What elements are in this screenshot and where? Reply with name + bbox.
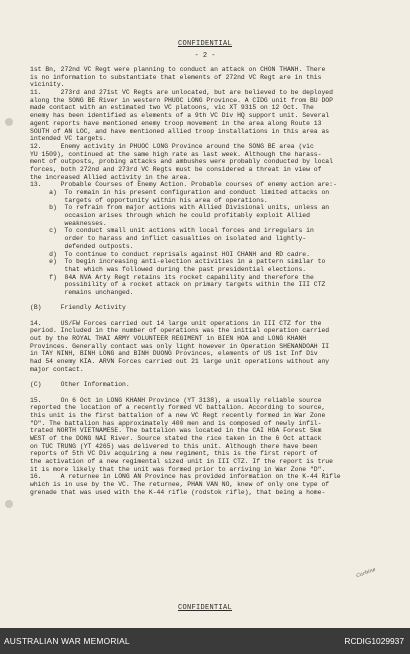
text-line: it is more likely that the unit was formed prior to arriving in War Zone "D".: [30, 465, 326, 473]
text-line: trated NORTH VIETNAMESE. The battalion was located in the CAI HOA Forest 5km: [30, 427, 322, 435]
text-line: enemy has been identified as elements of a 9th VC Div HQ support unit. Several: [30, 112, 330, 120]
text-line: 13. Probable Courses of Enemy Action. Probable courses of enemy action are:-: [30, 181, 337, 189]
text-line: [30, 297, 392, 305]
text-line: is no information to substantiate that elements of 272nd VC Regt are in this: [30, 73, 322, 81]
text-line: the increased Allied activity in the area.: [30, 173, 192, 181]
text-line: 14. US/FW Forces carried out 14 large unit operations in III CTZ for the: [30, 319, 322, 327]
text-line: this unit is the first battalion of a new VC Regt recently formed in War Zone: [30, 411, 326, 419]
text-line: intended VC targets.: [30, 135, 107, 143]
text-line: defended outposts.: [30, 242, 134, 250]
text-line: had 54 enemy KIA. ARVN Forces carried out 21 large unit operations without any: [30, 358, 330, 366]
text-line: forces, both 272nd and 273rd VC Regts must be considered a threat in view of: [30, 165, 322, 173]
text-line: 16. A returnee in LONG AN Province has provided information on the K-44 Rifle: [30, 473, 341, 481]
text-line: weaknesses.: [30, 219, 107, 227]
text-line: [30, 389, 392, 397]
text-line: SOUTH of AN LOC, and have mentioned allied troop installations in this area as: [30, 127, 330, 135]
text-line: ment of outposts, probing attacks and ambushes were probably conducted by local: [30, 158, 333, 166]
text-line: 11. 273rd and 271st VC Regts are unlocated, but are believed to be deployed: [30, 89, 333, 97]
text-line: vicinity.: [30, 81, 65, 89]
document-body: [30, 66, 392, 497]
punch-hole: [5, 118, 13, 126]
text-line: 1st Bn, 272nd VC Regt were planning to conduct an attack on CHON THANH. There: [30, 66, 326, 73]
text-line: in TAY NINH, BINH LONG and BINH DUONG Provinces, elements of US 1st Inf Div: [30, 350, 318, 358]
archive-name: AUSTRALIAN WAR MEMORIAL: [4, 636, 130, 646]
text-line: YU 1509), continued at the same high rate as last week. Although the harass-: [30, 150, 322, 158]
punch-hole: [5, 500, 13, 508]
text-line: made contact with an estimated two VC platoons, vic XT 9315 on 12 Oct. The: [30, 104, 314, 112]
text-line: a) To remain in his present configuration and conduct limited attacks on: [30, 189, 330, 196]
footer-classification: CONFIDENTIAL: [177, 604, 232, 612]
text-line: period. Included in the number of operations was the initial operation carried: [30, 327, 330, 335]
text-line: reports of 5th VC Div acquiring a new regiment, this is the first report of: [30, 450, 318, 458]
text-line: (B) Friendly Activity: [30, 304, 126, 312]
text-line: Provinces. Generally contact was only light however in Operation SHENANDOAH II: [30, 342, 330, 350]
text-line: e) To begin increasing anti-election activities in a pattern similar to: [30, 258, 326, 266]
text-line: out by the ROYAL THAI ARMY VOLUNTEER REGIMENT in BIEN HOA and LONG KHANH: [30, 335, 307, 343]
text-line: reported the location of a recently formed VC battalion. According to source,: [30, 404, 326, 412]
text-line: possibility of a rocket attack on primary targets within the III CTZ: [30, 281, 326, 289]
text-line: b) To refrain from major actions with Allied Divisional units, unless an: [30, 204, 330, 212]
text-line: 15. On 6 Oct in LONG KHANH Province (YT 3138), a usually reliable source: [30, 396, 322, 404]
text-line: order to harass and inflict casualties on isolated and lightly-: [30, 235, 307, 243]
text-line: d) To continue to conduct reprisals against HOI CHANH and RD cadre.: [30, 250, 310, 258]
text-line: grenade that was used with the K-44 rifle (rodstok rifle), that being a home-: [30, 488, 326, 496]
text-line: major contact.: [30, 365, 84, 373]
header-classification: CONFIDENTIAL: [177, 40, 232, 48]
handwritten-annotation: Carbine: [355, 566, 377, 580]
page-number: - 2 -: [194, 52, 216, 60]
text-line: WEST of the DONG NAI River. Source stated the rice taken in the 6 Oct attack: [30, 435, 322, 442]
text-line: targets of opportunity within his area of operations.: [30, 196, 268, 204]
text-line: [30, 312, 392, 320]
text-line: [30, 374, 392, 382]
text-line: "D". The battalion has approximately 400 men and is composed of newly infil-: [30, 419, 322, 427]
text-line: f) 84A NVA Arty Regt retains its rocket capability and therefore the: [30, 273, 314, 281]
text-line: occasion arises through which he could profitably exploit Allied: [30, 212, 310, 220]
record-id: RCDIG1029937: [344, 636, 404, 646]
text-line: c) To conduct small unit actions with local forces and irregulars in: [30, 227, 314, 235]
archive-footer: [0, 628, 410, 654]
text-line: which is in use by the VC. The returnee, PHAN VAN NO, knew of only one type of: [30, 481, 330, 489]
text-line: (C) Other Information.: [30, 381, 130, 389]
text-line: the activation of a new regimental sized unit in III CTZ. If the report is true: [30, 458, 333, 466]
text-line: agent reports have mentioned enemy troop movement in the area along Route 13: [30, 119, 322, 127]
text-line: on TUC TRUNG (YT 4265) was delivered to this unit. Although there have been: [30, 442, 318, 450]
text-line: that which was followed during the past presidential elections.: [30, 265, 307, 273]
text-line: along the SONG BE River in western PHUOC LONG Province. A CIDG unit from BU DOP: [30, 96, 333, 104]
text-line: 12. Enemy activity in PHUOC LONG Province around the SONG BE area (vic: [30, 142, 314, 150]
text-line: remains unchanged.: [30, 288, 134, 296]
